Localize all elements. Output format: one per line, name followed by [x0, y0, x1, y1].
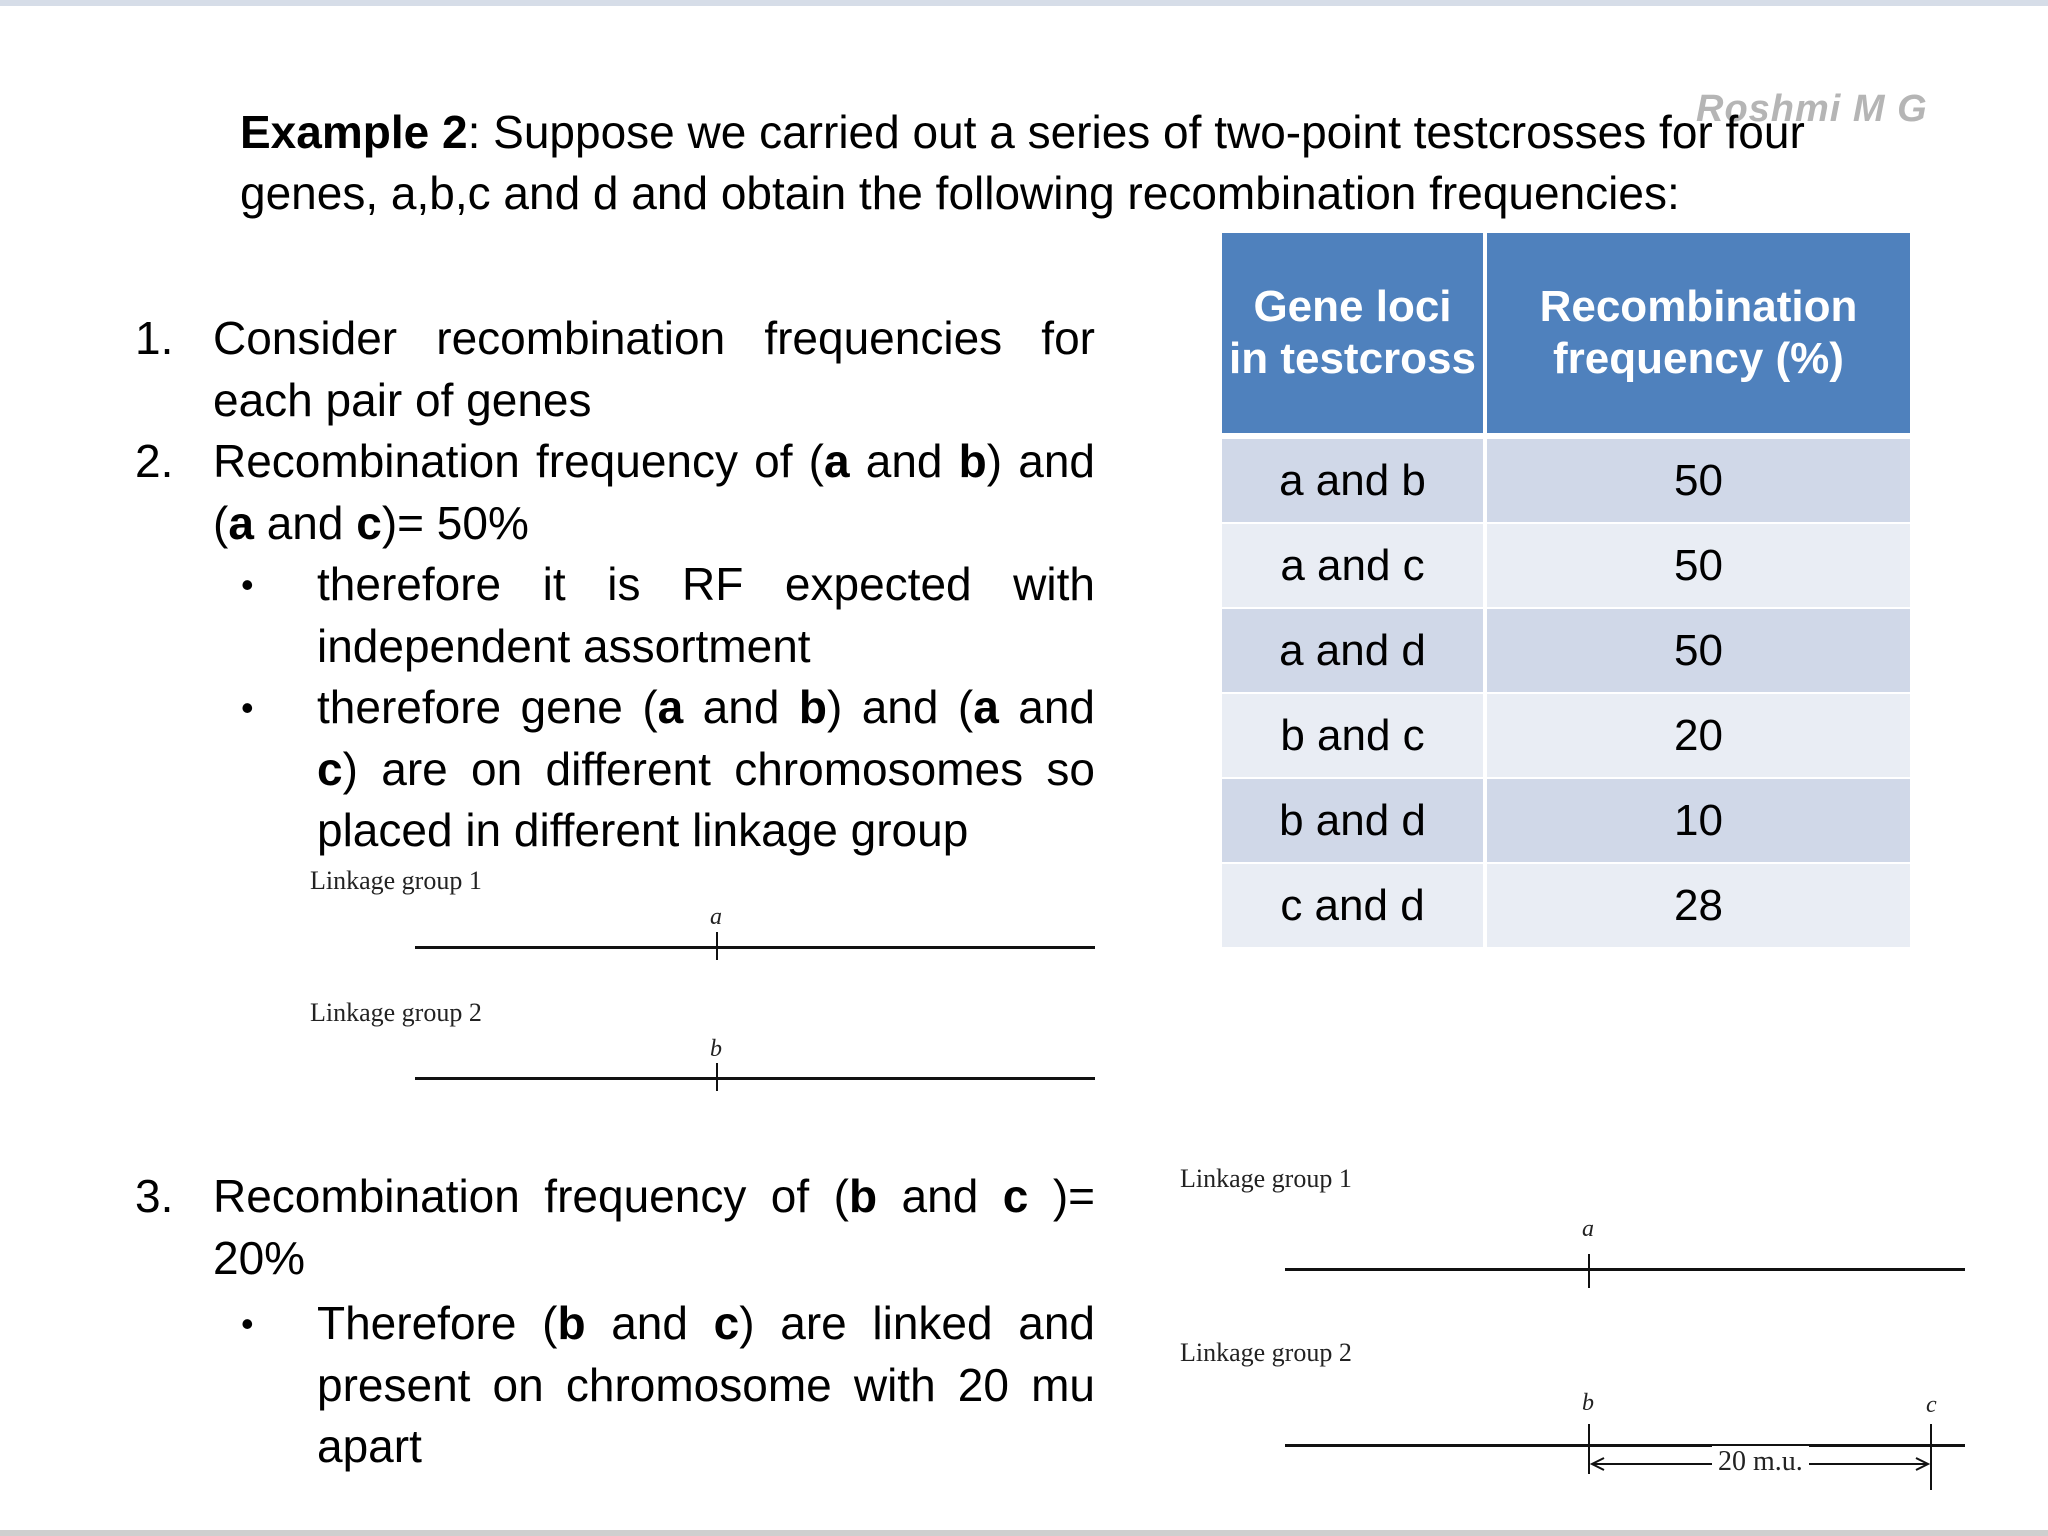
- chromosome-line-2: [1285, 1444, 1965, 1447]
- list-number: 3.: [135, 1170, 174, 1222]
- bold-run: c: [317, 742, 343, 795]
- header-gene-loci: Gene loci in testcross: [1222, 233, 1487, 439]
- text-run: and: [585, 1297, 714, 1349]
- gene-c-label: c: [1926, 1392, 1937, 1418]
- gene-pair-cell: c and d: [1222, 864, 1487, 949]
- table-row: [1222, 439, 1910, 524]
- gene-b-label: b: [1582, 1390, 1594, 1416]
- chromosome-line-1: [1285, 1268, 1965, 1271]
- text-run: Recombination frequency of (: [213, 435, 824, 487]
- rf-cell: 10: [1487, 779, 1910, 864]
- chromosome-line-2: [415, 1077, 1095, 1080]
- table-row: [1222, 694, 1910, 779]
- text-run: and: [849, 435, 959, 487]
- gene-b-label: b: [710, 1036, 722, 1062]
- bullet-icon: •: [241, 564, 254, 605]
- sub-bullet-text: therefore it is RF expected with independent assortment: [317, 558, 1095, 672]
- sub-bullet-2: [135, 677, 1095, 862]
- bold-run: c: [1002, 1170, 1029, 1222]
- gene-c-tick: [1930, 1424, 1932, 1490]
- gene-pair-cell: a and c: [1222, 524, 1487, 609]
- gene-a-label: a: [710, 904, 722, 930]
- distance-label: 20 m.u.: [1712, 1446, 1809, 1478]
- linkage-group-1-label: Linkage group 1: [310, 866, 482, 895]
- bold-run: a: [973, 681, 999, 733]
- gene-a-label: a: [1582, 1216, 1594, 1242]
- table-row: [1222, 779, 1910, 864]
- top-border: [0, 0, 2048, 6]
- rf-cell: 20: [1487, 694, 1910, 779]
- text-run: )= 20%: [213, 1170, 1096, 1284]
- list-item-1: [135, 308, 1095, 431]
- gene-b-tick: [716, 1063, 718, 1091]
- rf-cell: 50: [1487, 439, 1910, 524]
- gene-pair-cell: b and d: [1222, 779, 1487, 864]
- text-run: ) and (: [826, 681, 974, 733]
- text-run: and: [683, 681, 799, 733]
- text-run: ) are on different chromosomes so placed in different linkage group: [317, 742, 1095, 856]
- list-number: 1.: [135, 312, 174, 364]
- gene-pair-cell: a and d: [1222, 609, 1487, 694]
- text-run: )= 50%: [381, 496, 529, 549]
- bold-run: b: [557, 1297, 586, 1349]
- table-row: [1222, 864, 1910, 949]
- bold-run: c: [356, 496, 382, 549]
- rf-cell: 50: [1487, 524, 1910, 609]
- bold-run: a: [657, 681, 684, 733]
- text-run: ) are linked and present on chromosome with 20 mu apart: [317, 1297, 1096, 1472]
- bold-run: a: [228, 496, 254, 549]
- bold-run: b: [958, 435, 987, 487]
- text-run: and: [998, 681, 1096, 733]
- list-number: 2.: [135, 435, 174, 487]
- chromosome-line-1: [415, 946, 1095, 949]
- bullet-icon: •: [241, 687, 254, 728]
- text-run: and: [253, 496, 357, 549]
- slide-heading: [240, 102, 1860, 224]
- text-run: ) and (: [213, 435, 1095, 549]
- list-item-2: [135, 431, 1095, 554]
- points-list-upper: [135, 308, 1095, 862]
- heading-text: : Suppose we carried out a series of two-point testcrosses for four genes, a,b,c and d and obtain the following recombination frequencies:: [240, 106, 1805, 219]
- text-run: and: [877, 1170, 1003, 1222]
- linkage-group-1-label: Linkage group 1: [1180, 1164, 1352, 1193]
- rf-cell: 28: [1487, 864, 1910, 949]
- rf-cell: 50: [1487, 609, 1910, 694]
- gene-pair-cell: b and c: [1222, 694, 1487, 779]
- linkage-group-2-label: Linkage group 2: [310, 998, 482, 1027]
- sub-bullet-1: [135, 554, 1095, 677]
- bold-run: c: [713, 1297, 740, 1349]
- bold-run: b: [848, 1170, 878, 1222]
- table-header-row: [1222, 233, 1910, 439]
- linkage-group-2-label: Linkage group 2: [1180, 1338, 1352, 1367]
- text-run: therefore gene (: [317, 681, 658, 733]
- list-item-text: Consider recombination frequencies for each pair of genes: [213, 312, 1095, 426]
- gene-a-tick: [1588, 1254, 1590, 1288]
- table-row: [1222, 609, 1910, 694]
- text-run: Recombination frequency of (: [213, 1170, 849, 1222]
- gene-a-tick: [716, 932, 718, 960]
- watermark: Roshmi M G: [1696, 88, 1928, 130]
- header-recombination-frequency: Recombination frequency (%): [1487, 233, 1910, 439]
- list-item-3: [135, 1166, 1095, 1289]
- table-row: [1222, 524, 1910, 609]
- sub-bullet-3: [135, 1293, 1095, 1478]
- text-run: Therefore (: [317, 1297, 558, 1349]
- bold-run: a: [824, 435, 850, 487]
- heading-bold: Example 2: [240, 106, 468, 158]
- bullet-icon: •: [241, 1303, 254, 1344]
- points-list-lower: [135, 1166, 1095, 1478]
- recombination-table: [1222, 233, 1910, 949]
- bold-run: b: [798, 681, 827, 733]
- bottom-border: [0, 1530, 2048, 1536]
- gene-pair-cell: a and b: [1222, 439, 1487, 524]
